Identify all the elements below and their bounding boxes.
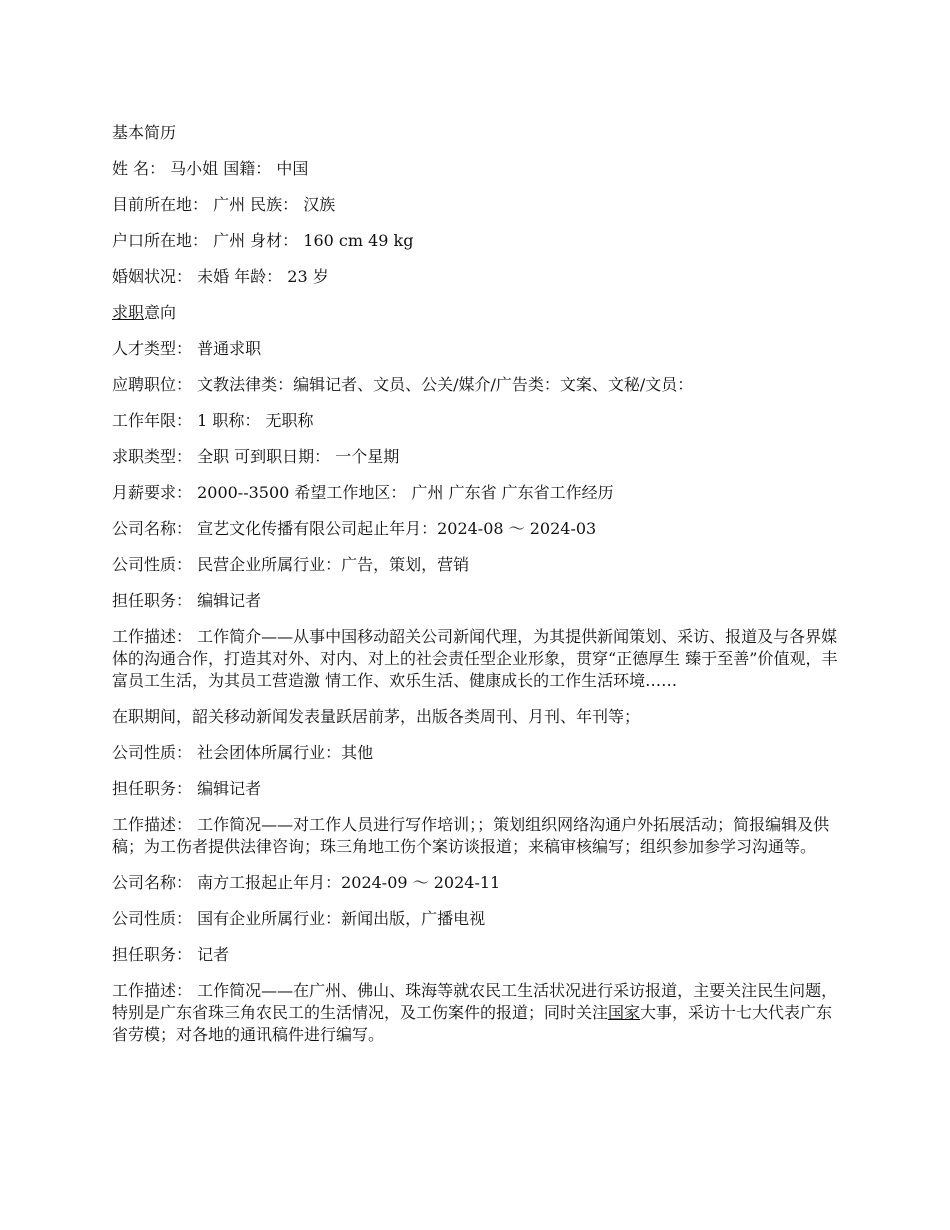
position-held-line-3: 担任职务： 记者 — [112, 945, 230, 964]
location-ethnicity-line: 目前所在地： 广州 民族： 汉族 — [112, 195, 336, 214]
company-nature-line-3: 公司性质： 国有企业所属行业：新闻出版，广播电视 — [112, 909, 486, 928]
job-type-availability-line: 求职类型： 全职 可到职日期： 一个星期 — [112, 447, 400, 466]
job-description-paragraph-2: 工作描述： 工作简况——对工作人员进行写作培训；；策划组织网络沟通户外拓展活动；简报编辑及供稿；为工伤者提供法律咨询；珠三角地工伤个案访谈报道；来稿审核编写；组织参加参学习沟通等。 — [112, 815, 830, 856]
salary-region-line: 月薪要求： 2000--3500 希望工作地区： 广州 广东省 广东省工作经历 — [112, 483, 614, 502]
position-held-line-2: 担任职务： 编辑记者 — [112, 779, 262, 798]
section-heading-basic-resume: 基本简历 — [112, 123, 177, 142]
job-search-link[interactable]: 求职 — [112, 303, 145, 322]
job-description-paragraph-3 — [112, 980, 842, 1046]
resume-document — [112, 122, 842, 1060]
applied-position-line: 应聘职位： 文教法律类：编辑记者、文员、公关/媒介/广告类：文案、文秘/文员： — [112, 375, 694, 394]
company-nature-line-1: 公司性质： 民营企业所属行业：广告，策划，营销 — [112, 555, 470, 574]
country-link[interactable]: 国家 — [608, 1003, 641, 1022]
tenure-achievement-line: 在职期间，韶关移动新闻发表量跃居前茅，出版各类周刊、月刊、年刊等； — [112, 707, 641, 726]
talent-type-line: 人才类型： 普通求职 — [112, 339, 262, 358]
company-nature-line-2: 公司性质： 社会团体所属行业：其他 — [112, 743, 374, 762]
name-nationality-line: 姓 名： 马小姐 国籍： 中国 — [112, 159, 309, 178]
job-description-text: 工作描述： 工作简况——在广州、佛山、珠海等就农民工生活状况进行采访报道，主要关注民生问题，特别是广东省珠三角农民工的生活情况，及工伤案件的报道；同时关注 — [112, 981, 838, 1022]
job-description-text-end: 大事，采访十七大代表广东省劳模；对各地的通讯稿件进行编写。 — [112, 1003, 833, 1044]
marital-age-line: 婚姻状况： 未婚 年龄： 23 岁 — [112, 267, 329, 286]
section-heading-job-intent — [112, 302, 842, 324]
hukou-figure-line: 户口所在地： 广州 身材： 160 cm 49 kg — [112, 231, 414, 250]
position-held-line-1: 担任职务： 编辑记者 — [112, 591, 262, 610]
job-description-paragraph-1: 工作描述： 工作简介——从事中国移动韶关公司新闻代理，为其提供新闻策划、采访、报道及与各界媒体的沟通合作，打造其对外、对内、对上的社会责任型企业形象，贯穿“正德厚生 臻于至善”价值观，丰富员工生活，为其员工营造激 情工作、欢乐生活、健康成长的工作生活环境…… — [112, 627, 838, 690]
company-name-line-1: 公司名称： 宣艺文化传播有限公司起止年月：2024-08 ～ 2024-03 — [112, 519, 597, 538]
work-years-title-line: 工作年限： 1 职称： 无职称 — [112, 411, 314, 430]
intent-text: 意向 — [144, 303, 177, 322]
company-name-line-2: 公司名称： 南方工报起止年月：2024-09 ～ 2024-11 — [112, 873, 501, 892]
